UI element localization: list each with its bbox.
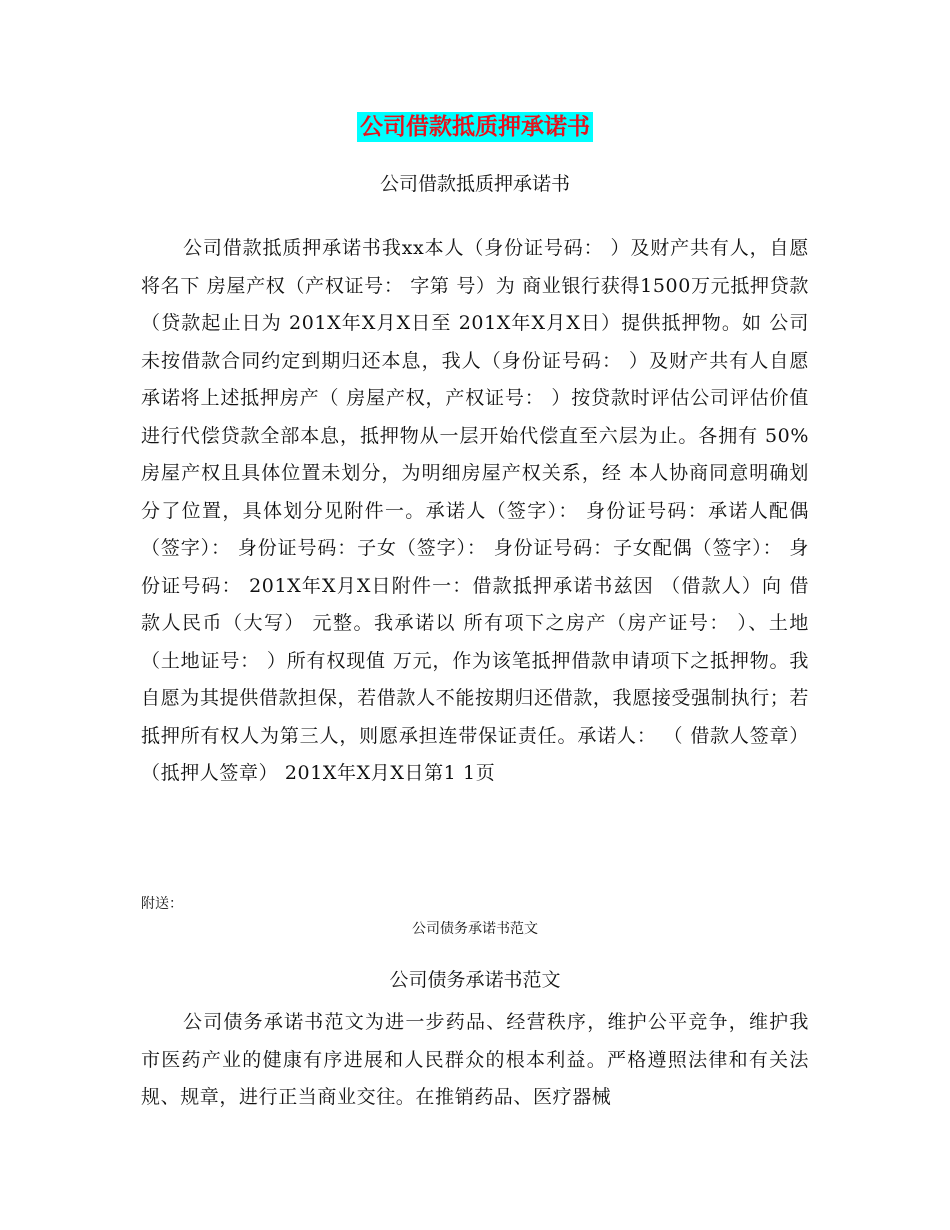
attachment-body: 公司债务承诺书范文为进一步药品、经营秩序，维护公平竞争，维护我市医药产业的健康有序进展和人民群众的根本利益。严格遵照法律和有关法规、规章，进行正当商业交往。在推销药品、医疗器械 (141, 1011, 809, 1108)
title-container (0, 112, 950, 142)
document-body: 公司借款抵质押承诺书我xx本人（身份证号码： ）及财产共有人，自愿将名下 房屋产权（产权证号： 字第 号）为 商业银行获得1500万元抵押贷款（贷款起止日为 201X年X月X日至 201X年X月X日）提供抵押物。如 公司未按借款合同约定到期归还本息，我人（身份证号码： ）及财产共有人自愿承诺将上述抵押房产（ 房屋产权，产权证号： ）按贷款时评估公司评估价值进行代偿贷款全部本息，抵押物从一层开始代偿直至六层为止。各拥有 50%房屋产权且具体位置未划分，为明细房屋产权关系，经 本人协商同意明确划分了位置，具体划分见附件一。承诺人（签字）： 身份证号码：承诺人配偶（签字）： 身份证号码：子女（签字）： 身份证号码：子女配偶（签字）： 身份证号码： 201X年X月X日附件一：借款抵押承诺书兹因 （借款人）向 借款人民币（大写） 元整。我承诺以 所有项下之房产（房产证号： ）、土地（土地证号： ）所有权现值 万元，作为该笔抵押借款申请项下之抵押物。我自愿为其提供借款担保，若借款人不能按期归还借款，我愿接受强制执行；若抵押所有权人为第三人，则愿承担连带保证责任。承诺人： （ 借款人签章）（抵押人签章） 201X年X月X日第1 1页 (141, 237, 809, 784)
attachment-subtitle: 公司债务承诺书范文 (389, 969, 561, 991)
document-title: 公司借款抵质押承诺书 (357, 112, 593, 142)
attachment-label: 附送： (141, 896, 183, 912)
attachment-title: 公司债务承诺书范文 (412, 921, 538, 937)
document-subtitle: 公司借款抵质押承诺书 (379, 173, 570, 195)
